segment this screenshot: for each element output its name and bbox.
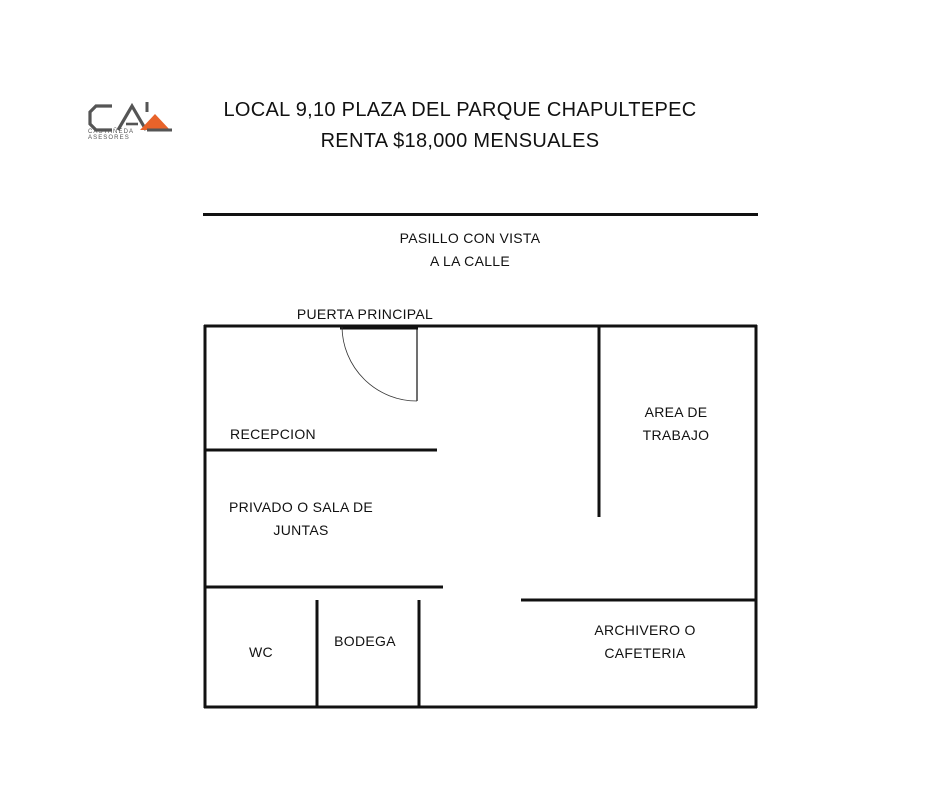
room-archive-line2: CAFETERIA xyxy=(604,645,686,661)
room-archive-line1: ARCHIVERO O xyxy=(594,622,696,638)
main-door-label: PUERTA PRINCIPAL xyxy=(296,306,434,322)
room-work-area-line1: AREA DE xyxy=(644,404,708,420)
room-storage: BODEGA xyxy=(334,633,396,649)
room-meeting-line2: JUNTAS xyxy=(273,522,329,538)
logo-company-name: CASTAÑEDA ASESORES xyxy=(88,129,134,141)
room-meeting-line1: PRIVADO O SALA DE xyxy=(228,499,374,515)
room-reception: RECEPCION xyxy=(230,426,316,442)
corridor-label-line2: A LA CALLE xyxy=(429,253,511,269)
room-work-area-line2: TRABAJO xyxy=(642,427,710,443)
door-swing-arc xyxy=(342,327,417,401)
room-wc: WC xyxy=(249,644,273,660)
corridor-label-line1: PASILLO CON VISTA xyxy=(399,230,541,246)
rent-subtitle: RENTA $18,000 MENSUALES xyxy=(320,130,600,152)
page-title: LOCAL 9,10 PLAZA DEL PARQUE CHAPULTEPEC xyxy=(223,99,697,121)
